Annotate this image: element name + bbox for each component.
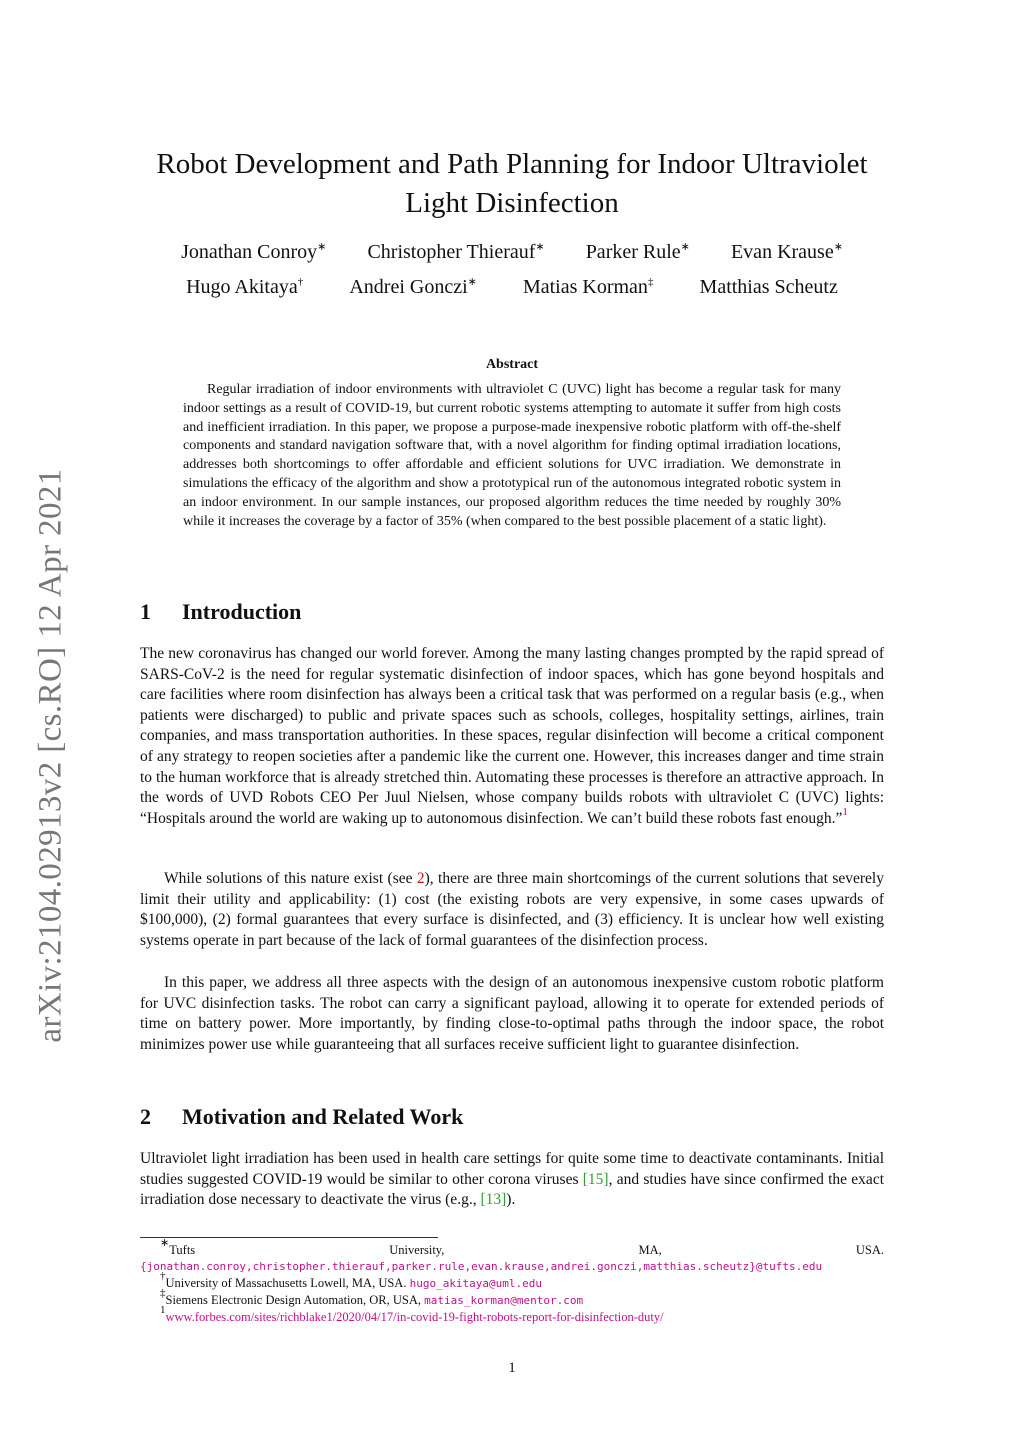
footnote-umass: †University of Massachusetts Lowell, MA, USA. hugo_akitaya@uml.edu [160,1270,543,1290]
footnote-reference[interactable]: 1 [842,805,848,818]
author-row-1 [140,241,884,264]
abstract-heading: Abstract [485,357,539,372]
author: Matthias Scheutz [699,276,838,298]
paper-title: Robot Development and Path Planning for Indoor Ultraviolet Light Disinfection [156,148,868,219]
section-reference-link[interactable]: 2 [416,870,425,887]
footnote-tufts: ∗Tufts University, MA, USA.{jonathan.conroy,christopher.thierauf,parker.rule,evan.krause,andrei.gonczi,matthias.scheutz}@tufts.edu [140,1237,884,1273]
section-title: Motivation and Related Work [182,1104,464,1129]
citation-link[interactable]: [13] [480,1191,507,1209]
email-link[interactable]: {jonathan.conroy,christopher.thierauf,parker.rule,evan.krause,andrei.gonczi,matthias.scheutz}@tufts.edu [140,1260,823,1273]
affiliation-mark: ∗ [535,241,545,253]
affiliation-mark: † [297,276,304,288]
intro-paragraph-3: In this paper, we address all three aspects with the design of an autonomous inexpensive custom robotic platform for UVC disinfection tasks. The robot can carry a significant payload, allowing it to operate for extended periods of time on battery power. More importantly, by finding close-to-optimal paths through the indoor space, the robot minimizes power use while guaranteeing that all surfaces receive sufficient light to guarantee disinfection. [140,974,884,1053]
section-title: Introduction [182,599,302,624]
arxiv-id-text: arXiv:2104.02913v2 [cs.RO] 12 Apr 2021 [32,467,69,1043]
citation-link[interactable]: [15] [582,1170,609,1188]
abstract-text: Regular irradiation of indoor environments with ultraviolet C (UVC) light has become a regular task for many indoor settings as a result of COVID-19, but current robotic systems attempting to automate it suffer from high costs and inefficient irradiation. In this paper, we propose a purpose-made inexpensive robotic platform with off-the-shelf components and standard navigation software that, with a novel algorithm for finding optimal irradiation locations, addresses both shortcomings to offer affordable and efficient solutions for UVC irradiation. We demonstrate in simulations the efficacy of the algorithm and show a prototypical run of the autonomous integrated robotic system in an indoor environment. In our sample instances, our proposed algorithm reduces the time needed by roughly 30% while it increases the coverage by a factor of 35% (when compared to the best possible placement of a static light). [183,382,841,529]
affiliation-mark: ∗ [467,276,477,288]
author: Christopher Thierauf∗ [367,241,545,263]
footnote-forbes: $^1$www.forbes.com/sites/richblake1/2020/04/17/in-covid-19-fight-robots-report-for-disinfection-duty/ [160,1304,664,1324]
author: Evan Krause∗ [730,241,843,263]
affiliation-mark: ∗ [833,241,843,253]
section-number: 2 [140,1104,151,1129]
motivation-paragraph-1: Ultraviolet light irradiation has been used in health care settings for quite some time to deactivate contaminants. Initial studies suggested COVID-19 would be similar to other corona viruses [15], and studies have since confirmed the exact irradiation dose necessary to deactivate the virus (e.g., [13]). [140,1150,885,1209]
intro-paragraph-2: While solutions of this nature exist (see 2), there are three main shortcomings of the current solutions that severely limit their utility and applicability: (1) cost (the existing robots are very expensive, in some cases upwards of $100,000), (2) formal guarantees that every surface is disinfected, and (3) efficiency. It is unclear how well existing systems operate in part because of the lack of formal guarantees of the disinfection process. [140,870,884,949]
email-link[interactable]: hugo_akitaya@uml.edu [409,1277,543,1290]
page-number: 1 [508,1360,516,1376]
intro-paragraph-1: The new coronavirus has changed our world forever. Among the many lasting changes prompted by the rapid spread of SARS-CoV-2 is the need for regular systematic disinfection of indoor spaces, which has gone beyond hospitals and care facilities where room disinfection has always been a critical task that was performed on a regular basis (e.g., when patients were discharged) to public and private spaces such as schools, colleges, hospitality settings, airlines, train companies, and mass transportation authorities. In these spaces, regular disinfection will become a critical component of any strategy to reopen societies after a pandemic like the current one. However, this increases danger and time strain to the human workforce that is already stretched thin. Automating these processes is therefore an attractive approach. In the words of UVD Robots CEO Per Juul Nielsen, whose company builds robots with ultraviolet C (UVC) lights: “Hospitals around the world are waking up to autonomous disinfection. We can’t build these robots fast enough.”$^1$ [140,645,884,827]
url-link[interactable]: www.forbes.com/sites/richblake1/2020/04/17/in-covid-19-fight-robots-report-for-disinfection-duty/ [165,1310,664,1324]
footnotes [140,1237,884,1325]
arxiv-identifier [20,445,82,1065]
author: Parker Rule∗ [585,241,690,263]
affiliation-mark: ∗ [317,241,327,253]
author-row-2 [140,276,884,299]
email-link[interactable]: matias_korman@mentor.com [424,1294,584,1307]
section-number: 1 [140,599,151,624]
section-heading-motivation [140,1104,463,1130]
footnote-siemens: ‡Siemens Electronic Design Automation, OR, USA, matias_korman@mentor.com [160,1287,584,1307]
affiliation-mark: ∗ [680,241,690,253]
author: Matias Korman‡ [522,276,654,298]
author: Jonathan Conroy∗ [181,241,327,263]
author: Andrei Gonczi∗ [349,276,477,298]
section-heading-introduction [140,599,301,625]
footnote-divider [140,1237,438,1238]
author: Hugo Akitaya† [186,276,304,298]
affiliation-mark: ‡ [647,276,654,288]
